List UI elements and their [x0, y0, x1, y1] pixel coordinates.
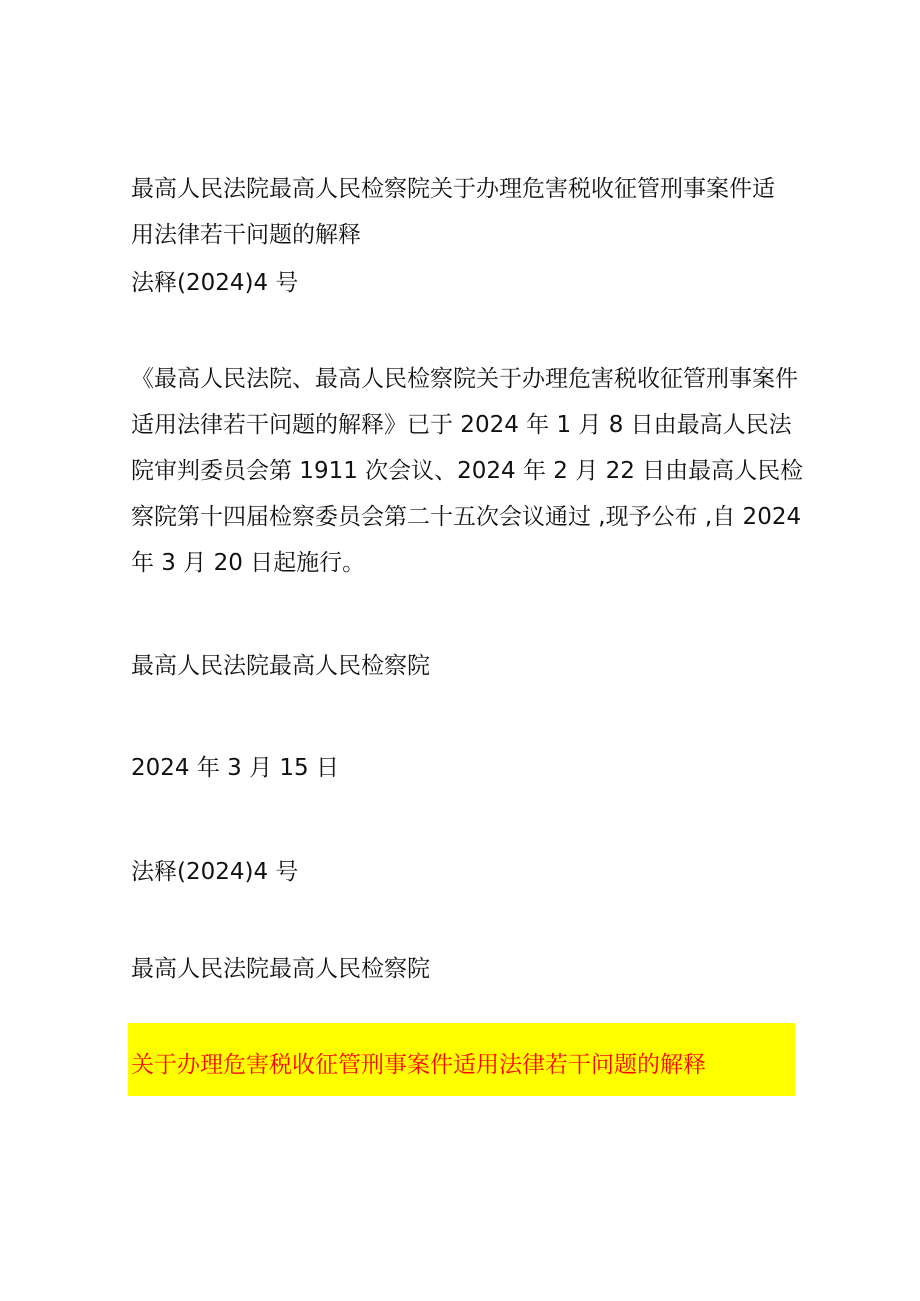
document-number-repeat: 法释(2024)4 号 — [131, 859, 299, 885]
issuing-authorities: 最高人民法院最高人民检察院 — [131, 653, 430, 679]
publication-notice-line-4: 察院第十四届检察委员会第二十五次会议通过 ,现予公布 ,自 2024 — [131, 504, 802, 530]
document-number: 法释(2024)4 号 — [131, 270, 299, 296]
publication-notice-line-5: 年 3 月 20 日起施行。 — [131, 550, 366, 576]
document-title-line-1: 最高人民法院最高人民检察院关于办理危害税收征管刑事案件适 — [131, 176, 775, 202]
document-title — [131, 166, 775, 258]
issue-date: 2024 年 3 月 15 日 — [131, 755, 339, 781]
publication-notice — [131, 356, 804, 586]
document-title-line-2: 用法律若干问题的解释 — [131, 222, 361, 248]
issuing-authorities-repeat: 最高人民法院最高人民检察院 — [131, 956, 430, 982]
publication-notice-line-2: 适用法律若干问题的解释》已于 2024 年 1 月 8 日由最高人民法 — [131, 412, 792, 438]
publication-notice-line-3: 院审判委员会第 1911 次会议、2024 年 2 月 22 日由最高人民检 — [131, 458, 804, 484]
highlighted-heading: 关于办理危害税收征管刑事案件适用法律若干问题的解释 — [131, 1052, 706, 1078]
publication-notice-line-1: 《最高人民法院、最高人民检察院关于办理危害税收征管刑事案件 — [131, 366, 798, 392]
